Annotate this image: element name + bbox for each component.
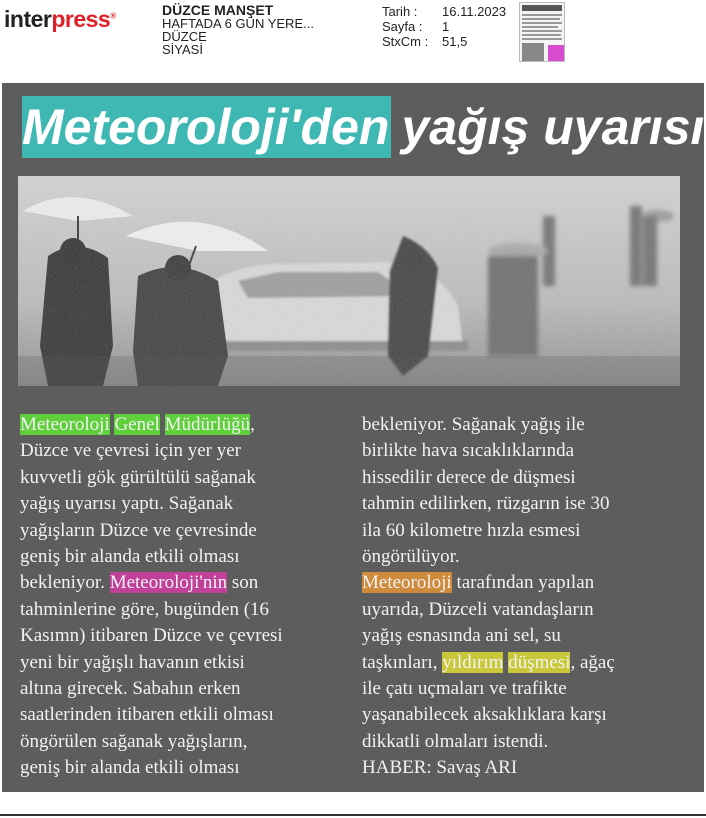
page-value: 1 (442, 19, 450, 34)
stxcm-value: 51,5 (442, 34, 468, 49)
text-line (20, 570, 342, 596)
text-line: saatlerinden itibaren etkili olması (20, 704, 274, 726)
date-label: Tarih : (382, 4, 418, 19)
highlight-meteoroloji-orange: Meteoroloji (362, 572, 452, 594)
clipping-meta (382, 4, 506, 49)
text-line: geniş bir alanda etkili olması (20, 757, 240, 779)
text-line: uyarıda, Düzceli vatandaşların (362, 598, 594, 620)
title-highlight: Meteoroloji'den (22, 96, 391, 158)
text-line: öngörülüyor. (362, 546, 460, 568)
text-line: yaşanabilecek aksaklıklara karşı (362, 704, 607, 726)
text-line (362, 570, 692, 596)
page-label: Sayfa : (382, 19, 423, 34)
text-line: altına girecek. Sabahın erken (20, 678, 241, 700)
text-line: hissedilir derece de düşmesi (362, 466, 576, 488)
date-value: 16.11.2023 (442, 4, 507, 19)
text-line: yağış uyarısı yaptı. Sağanak (20, 493, 234, 515)
text-fragment: , (250, 414, 255, 435)
text-fragment: bekleniyor. (20, 572, 105, 594)
text-line: öngörülen sağanak yağışların, (20, 730, 248, 752)
text-line (20, 412, 342, 438)
text-line: tahminlerine göre, bugünden (16 (20, 598, 270, 620)
rain-umbrella-people-photo (18, 176, 680, 386)
text-line: yağış esnasında ani sel, su (362, 625, 561, 647)
text-line: yeni bir yağışlı havanın etkisi (20, 651, 245, 673)
date-row (382, 4, 506, 19)
text-fragment: , ağaç (570, 651, 615, 673)
text-line: Düzce ve çevresi için yer yer (20, 440, 242, 462)
publication-info (162, 4, 314, 56)
article-byline: HABER: Savaş ARI (362, 757, 518, 779)
text-line: ila 60 kilometre hızla esmesi (362, 519, 581, 541)
publication-frequency: HAFTADA 6 GÜN YERE... (162, 16, 314, 31)
text-fragment: son (231, 572, 259, 594)
article-column-right (362, 412, 692, 782)
highlight-dusmesi: düşmesi (508, 651, 571, 673)
page-row (382, 19, 506, 34)
highlight-yildirim: yıldırım (442, 651, 504, 673)
registered-mark: ® (110, 11, 116, 21)
highlight-mudurlugu: Müdürlüğü (164, 414, 251, 435)
interpress-logo (4, 6, 116, 33)
text-fragment: tarafından yapılan (456, 572, 595, 594)
title-rest: yağış uyarısı (401, 99, 705, 155)
stxcm-row (382, 34, 506, 49)
article-column-left (20, 412, 342, 782)
publication-city: DÜZCE (162, 29, 207, 44)
text-line: yağışların Düzce ve çevresinde (20, 519, 257, 541)
text-line: tahmin edilirken, rüzgarın ise 30 (362, 493, 610, 515)
text-line: ile çatı uçmaları ve trafikte (362, 678, 567, 700)
text-line: bekleniyor. Sağanak yağış ile (362, 414, 585, 435)
text-line: Kasımn) itibaren Düzce ve çevresi (20, 625, 283, 647)
article-title (22, 96, 704, 166)
logo-text-inter: inter (4, 6, 52, 32)
publication-name: DÜZCE MANŞET (162, 2, 274, 18)
publication-category: SİYASİ (162, 42, 203, 57)
highlight-meteorolojinin: Meteoroloji'nin (109, 572, 228, 594)
highlight-genel: Genel (114, 414, 160, 435)
logo-text-press: press (51, 6, 111, 32)
text-line: birlikte hava sıcaklıklarında (362, 440, 575, 462)
page-thumbnail[interactable] (519, 2, 565, 62)
stxcm-label: StxCm : (382, 34, 429, 49)
article-marker (548, 45, 564, 61)
text-line: geniş bir alanda etkili olması (20, 546, 240, 568)
text-line (362, 650, 692, 676)
text-line: dikkatli olmaları istendi. (362, 730, 549, 752)
text-line: kuvvetli gök gürültülü sağanak (20, 466, 256, 488)
text-fragment: taşkınları, (362, 651, 438, 673)
bottom-divider (0, 814, 706, 816)
highlight-meteoroloji: Meteoroloji (20, 414, 110, 435)
